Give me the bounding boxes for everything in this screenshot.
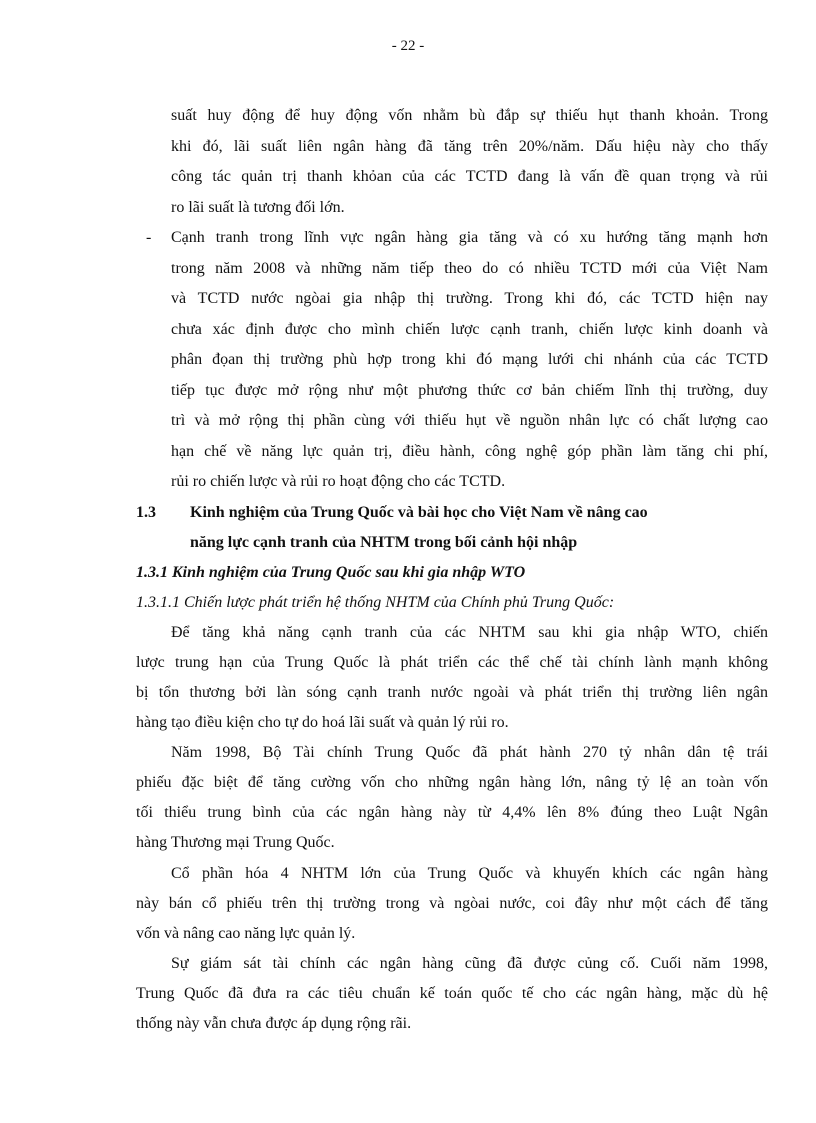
continuation-line: công tác quản trị thanh khỏan của các TCTD đang là vấn đề quan trọng và rủi (171, 168, 768, 185)
section-number: 1.3 (136, 504, 156, 521)
bullet-line: trì và mở rộng thị phần cùng với thiếu hụt về nguồn nhân lực có chất lượng cao (171, 412, 768, 429)
paragraph-line: lược trung hạn của Trung Quốc là phát triển các thể chế tài chính lành mạnh không (136, 654, 768, 671)
bullet-line: trong năm 2008 và những năm tiếp theo do có nhiều TCTD mới của Việt Nam (171, 260, 768, 277)
paragraph-line: Trung Quốc đã đưa ra các tiêu chuẩn kế toán quốc tế cho các ngân hàng, mặc dù hệ (136, 985, 768, 1002)
paragraph-line: Để tăng khả năng cạnh tranh của các NHTM sau khi gia nhập WTO, chiến (171, 624, 768, 641)
bullet-line: Cạnh tranh trong lĩnh vực ngân hàng gia tăng và có xu hướng tăng mạnh hơn (171, 229, 768, 246)
bullet-line: phân đọan thị trường phù hợp trong khi đó mạng lưới chi nhánh của các TCTD (171, 351, 768, 368)
page-number: - 22 - (391, 38, 425, 54)
paragraph-line: hàng Thương mại Trung Quốc. (136, 834, 335, 851)
bullet-line: và TCTD nước ngòai gia nhập thị trường. Trong khi đó, các TCTD hiện nay (171, 290, 768, 307)
section-title: năng lực cạnh tranh của NHTM trong bối cảnh hội nhập (190, 534, 578, 551)
bullet-line: tiếp tục được mở rộng như một phương thức cơ bản chiếm lĩnh thị trường, duy (171, 382, 768, 399)
paragraph-line: bị tổn thương bởi làn sóng cạnh tranh nước ngoài và phát triển thị trường liên ngân (136, 684, 768, 701)
paragraph-line: tối thiểu trung bình của các ngân hàng này từ 4,4% lên 8% đúng theo Luật Ngân (136, 804, 768, 821)
bullet-line: hạn chế về năng lực quản trị, điều hành, công nghệ góp phần làm tăng chi phí, (171, 443, 768, 460)
continuation-line: suất huy động để huy động vốn nhằm bù đắp sự thiếu hụt thanh khoản. Trong (171, 107, 768, 124)
bullet-marker: - (146, 229, 152, 246)
section-title: Kinh nghiệm của Trung Quốc và bài học cho Việt Nam về nâng cao (190, 504, 648, 521)
paragraph-line: Sự giám sát tài chính các ngân hàng cũng đã được củng cố. Cuối năm 1998, (171, 955, 768, 972)
continuation-line: ro lãi suất là tương đối lớn. (171, 199, 345, 216)
bullet-line: rủi ro chiến lược và rủi ro hoạt động cho các TCTD. (171, 473, 506, 490)
subsubsection-title: 1.3.1.1 Chiến lược phát triển hệ thống NHTM của Chính phủ Trung Quốc: (136, 594, 615, 611)
paragraph-line: Cổ phần hóa 4 NHTM lớn của Trung Quốc và khuyến khích các ngân hàng (171, 865, 768, 882)
paragraph-line: vốn và nâng cao năng lực quản lý. (136, 925, 356, 942)
paragraph-line: phiếu đặc biệt để tăng cường vốn cho những ngân hàng lớn, nâng tỷ lệ an toàn vốn (136, 774, 768, 791)
bullet-line: chưa xác định được cho mình chiến lược cạnh tranh, chiến lược kinh doanh và (171, 321, 768, 338)
paragraph-line: thống này vẫn chưa được áp dụng rộng rãi. (136, 1015, 412, 1032)
continuation-line: khi đó, lãi suất liên ngân hàng đã tăng trên 20%/năm. Dấu hiệu này cho thấy (171, 138, 768, 155)
paragraph-line: này bán cổ phiếu trên thị trường trong và ngòai nước, coi đây như một cách để tăng (136, 895, 768, 912)
paragraph-line: hàng tạo điều kiện cho tự do hoá lãi suất và quản lý rủi ro. (136, 714, 509, 731)
subsection-title: 1.3.1 Kinh nghiệm của Trung Quốc sau khi gia nhập WTO (136, 564, 526, 581)
paragraph-line: Năm 1998, Bộ Tài chính Trung Quốc đã phát hành 270 tỷ nhân dân tệ trái (171, 744, 768, 761)
